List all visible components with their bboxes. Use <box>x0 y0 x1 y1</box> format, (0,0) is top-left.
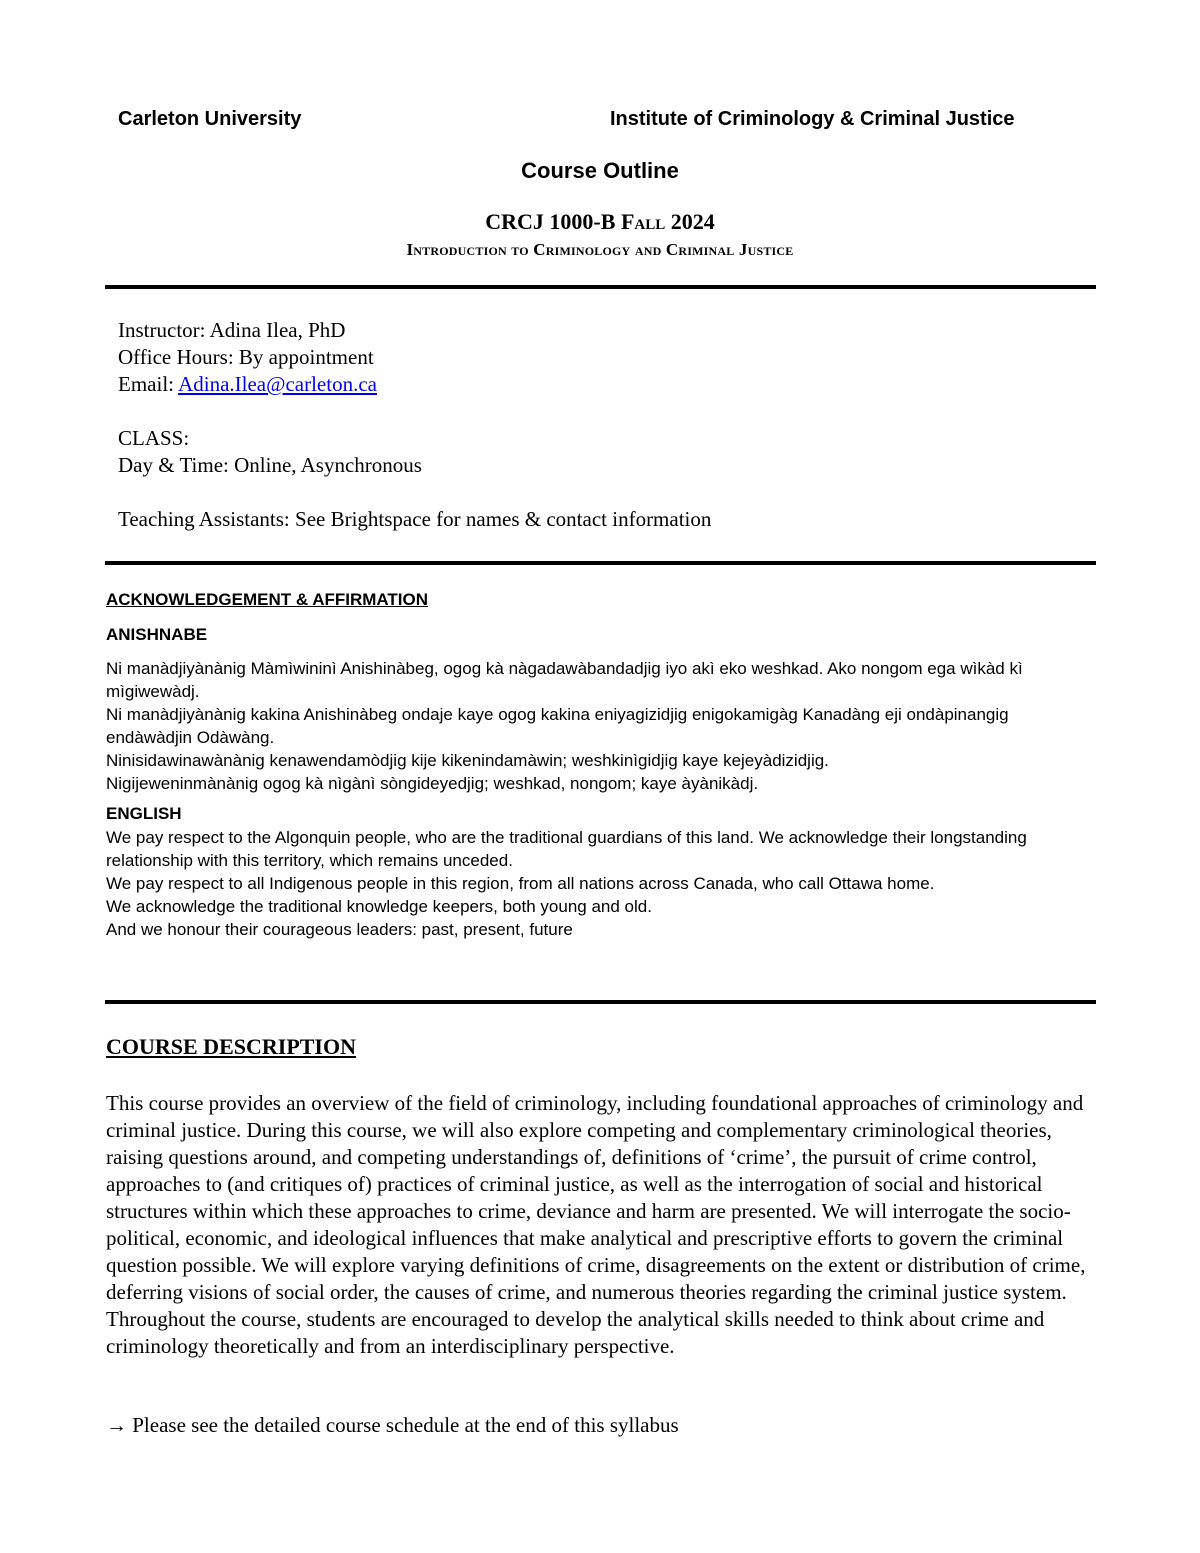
document-title: Course Outline <box>521 158 679 183</box>
course-title <box>0 240 1200 260</box>
anishnabe-paragraph: Ni manàdjiyànànig kakina Anishinàbeg ondaje kaye ogog kakina eniyagizidjig enigokamigàg Kanadàng eji ondàpinangig endàwàdjin Odàwàng. <box>106 705 1009 747</box>
schedule-note <box>106 1413 679 1438</box>
schedule-note-text: Please see the detailed course schedule at the end of this syllabus <box>127 1413 679 1437</box>
english-paragraph: We pay respect to the Algonquin people, who are the traditional guardians of this land. We acknowledge their longstanding relationship with this territory, which remains unceded. <box>106 828 1027 870</box>
acknowledgement-heading: ACKNOWLEDGEMENT & AFFIRMATION <box>106 590 429 609</box>
divider <box>105 561 1096 565</box>
english-paragraph: And we honour their courageous leaders: past, present, future <box>106 920 573 939</box>
email-label: Email: <box>118 372 179 396</box>
course-term: Fall 2024 <box>620 209 715 234</box>
course-description-heading: COURSE DESCRIPTION <box>106 1034 356 1059</box>
email-link[interactable]: Adina.Ilea@carleton.ca <box>178 372 377 396</box>
anishnabe-heading: ANISHNABE <box>106 625 208 644</box>
english-text <box>106 826 1096 941</box>
course-code <box>0 209 1200 235</box>
teaching-assistants-line: Teaching Assistants: See Brightspace for names & contact information <box>118 507 712 531</box>
english-heading: ENGLISH <box>106 804 182 823</box>
institute-name: Institute of Criminology & Criminal Justice <box>610 108 1015 130</box>
course-description-body: This course provides an overview of the field of criminology, including foundational approaches of criminology and criminal justice. During this course, we will also explore competing and complementary criminological theories, raising questions around, and competing understandings of, definitions of ‘crime’, the pursuit of crime control, approaches to (and critiques of) practices of criminal justice, as well as the interrogation of social and historical structures within which these approaches to crime, deviance and harm are presented. We will interrogate the socio-political, economic, and ideological influences that make analytical and prescriptive efforts to govern the criminal question possible. We will explore varying definitions of crime, disagreements on the extent or distribution of crime, deferring visions of social order, the causes of crime, and numerous theories regarding the criminal justice system. Throughout the course, students are encouraged to develop the analytical skills needed to think about crime and criminology theoretically and from an interdisciplinary perspective. <box>106 1091 1086 1358</box>
anishnabe-text <box>106 657 1096 795</box>
course-title-text: Introduction to Criminology and Criminal Justice <box>406 240 794 259</box>
anishnabe-paragraph: Ni manàdjiyànànig Màmìwininì Anishinàbeg, ogog kà nàgadawàbandadjig iyo akì eko weshkad. Ako nongom ega wìkàd kì mìgiwewàdj. <box>106 659 1023 701</box>
english-paragraph: We pay respect to all Indigenous people in this region, from all nations across Canada, who call Ottawa home. <box>106 874 935 893</box>
arrow-icon: → <box>106 1413 127 1437</box>
instructor-line: Instructor: Adina Ilea, PhD <box>118 318 346 342</box>
anishnabe-paragraph: Ninisidawinawànànig kenawendamòdjig kije kikenindamàwin; weshkinìgidjig kaye kejeyàdizidjig. <box>106 751 829 770</box>
divider <box>105 1000 1096 1004</box>
divider <box>105 285 1096 289</box>
class-label: CLASS: <box>118 426 190 450</box>
university-name: Carleton University <box>118 108 302 130</box>
course-code-prefix: CRCJ 1000-B <box>485 209 621 234</box>
day-time-line: Day & Time: Online, Asynchronous <box>118 453 422 477</box>
anishnabe-paragraph: Nigijeweninmànànig ogog kà nìgànì sòngideyedjig; weshkad, nongom; kaye àyànikàdj. <box>106 774 759 793</box>
email-line <box>118 371 377 398</box>
english-paragraph: We acknowledge the traditional knowledge keepers, both young and old. <box>106 897 652 916</box>
office-hours-line: Office Hours: By appointment <box>118 345 374 369</box>
